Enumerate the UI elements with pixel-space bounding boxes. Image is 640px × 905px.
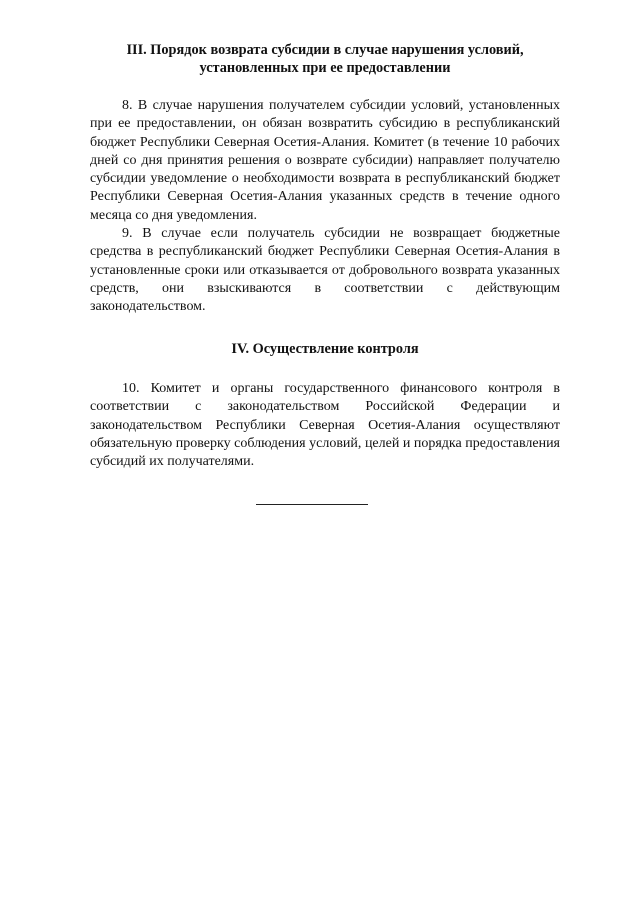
end-of-document-rule: [256, 504, 368, 505]
paragraph-8: 8. В случае нарушения получателем субсидии условий, установленных при ее предоставлении, он обязан возвратить субсидию в республиканский бюджет Республики Северная Осетия-Алания. Комитет (в течение 10 рабочих дней со дня принятия решения о возврате субсидии) направляет получателю субсидии уведомление о необходимости возврата в республиканский бюджет Республики Северная Осетия-Алания указанных средств в течение одного месяца со дня уведомления.: [90, 98, 560, 223]
section-4-heading: IV. Осуществление контроля: [231, 340, 419, 357]
section-3-heading-line-1: III. Порядок возврата субсидии в случае нарушения условий,: [126, 42, 524, 58]
paragraph-10: 10. Комитет и органы государственного финансового контроля в соответствии с законодательством Российской Федерации и законодательством Республики Северная Осетия-Алания осуществляют обязательную проверку соблюдения условий, целей и порядка предоставления субсидий их получателями.: [90, 381, 560, 470]
section-3-heading: [90, 42, 560, 77]
document-page: [90, 42, 560, 472]
paragraph-9: 9. В случае если получатель субсидии не возвращает бюджетные средства в республиканский бюджет Республики Северная Осетия-Алания в установленные сроки или отказывается от добровольного возврата указанных средств, они взыскиваются в соответствии с действующим законодательством.: [90, 226, 560, 315]
section-3-heading-line-2: установленных при ее предоставлении: [199, 59, 451, 76]
